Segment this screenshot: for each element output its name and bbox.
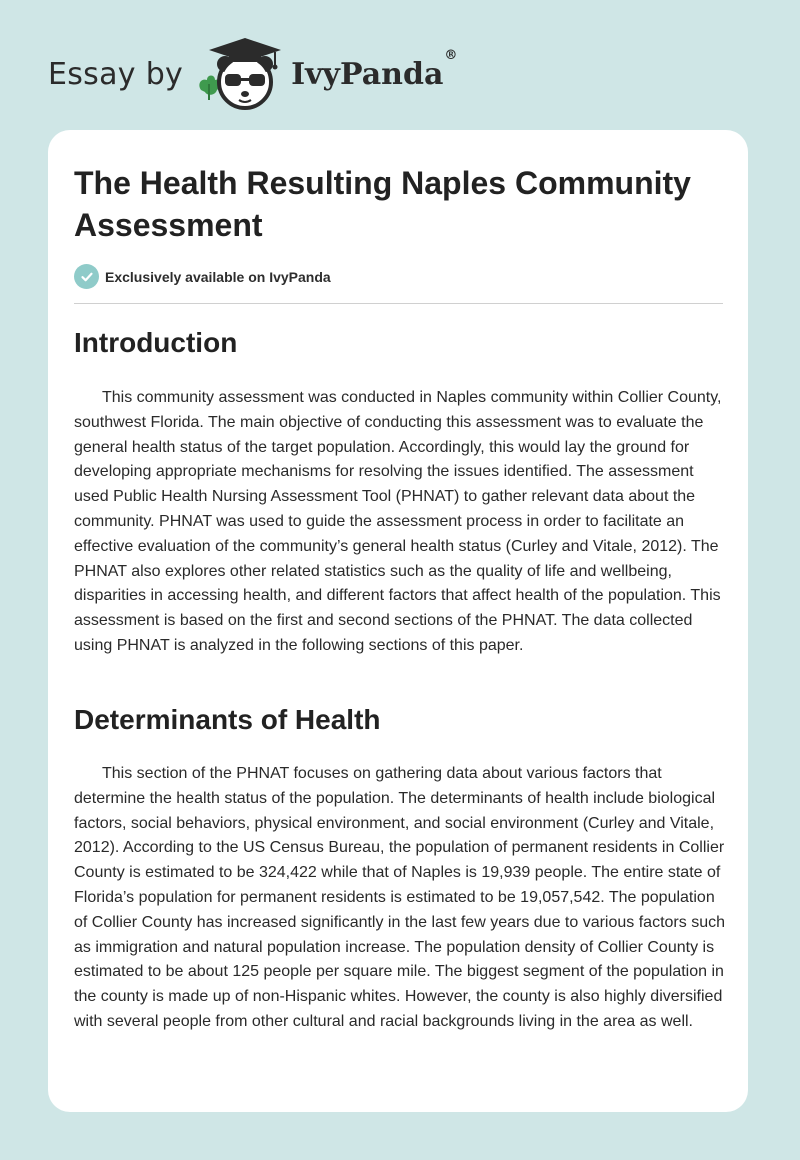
exclusive-badge <box>74 264 331 289</box>
section-heading-determinants: Determinants of Health <box>74 704 381 735</box>
page-title: The Health Resulting Naples Community Assessment <box>74 165 691 243</box>
paragraph-determinants: This section of the PHNAT focuses on gathering data about various factors that determine the health status of the population. The determinants of health include biological factors, social behaviors, physical environment, and social environment (Curley and Vitale, 2012). According to the US Census Bureau, the population of permanent residents in Collier County is estimated to be 324,422 while that of Naples is 19,939 people. The entire state of Florida’s population for permanent residents is estimated to be 19,057,542. The population of Collier County has increased significantly in the last few years due to various factors such as immigration and natural population increase. The population density of Collier County is estimated to be about 125 people per square mile. The biggest segment of the population in the county is made up of non-Hispanic whites. However, the county is also highly diversified with several people from other cultural and racial backgrounds living in the area as well. <box>74 765 725 1030</box>
registered-mark: ® <box>444 47 458 63</box>
divider <box>74 303 723 304</box>
panda-mascot-icon <box>195 34 287 114</box>
paragraph-introduction: This community assessment was conducted in Naples community within Collier County, southwest Florida. The main objective of conducting this assessment was to evaluate the general health status of the target population. Accordingly, this would lay the ground for developing appropriate mechanisms for resolving the issues identified. The assessment used Public Health Nursing Assessment Tool (PHNAT) to gather relevant data about the community. PHNAT was used to guide the assessment process in order to facilitate an effective evaluation of the community’s general health status (Curley and Vitale, 2012). The PHNAT also explores other related statistics such as the quality of life and wellbeing, disparities in accessing health, and different factors that affect health of the population. This assessment is based on the first and second sections of the PHNAT. The data collected using PHNAT is analyzed in the following sections of this paper. <box>74 389 722 654</box>
check-icon <box>74 264 99 289</box>
site-header <box>48 34 457 114</box>
section-heading-introduction: Introduction <box>74 327 238 358</box>
exclusive-label: Exclusively available on IvyPanda <box>105 268 331 285</box>
essay-card <box>48 130 748 1112</box>
essay-by-label: Essay by <box>48 56 184 92</box>
brand-name[interactable]: IvyPanda® <box>291 47 458 92</box>
